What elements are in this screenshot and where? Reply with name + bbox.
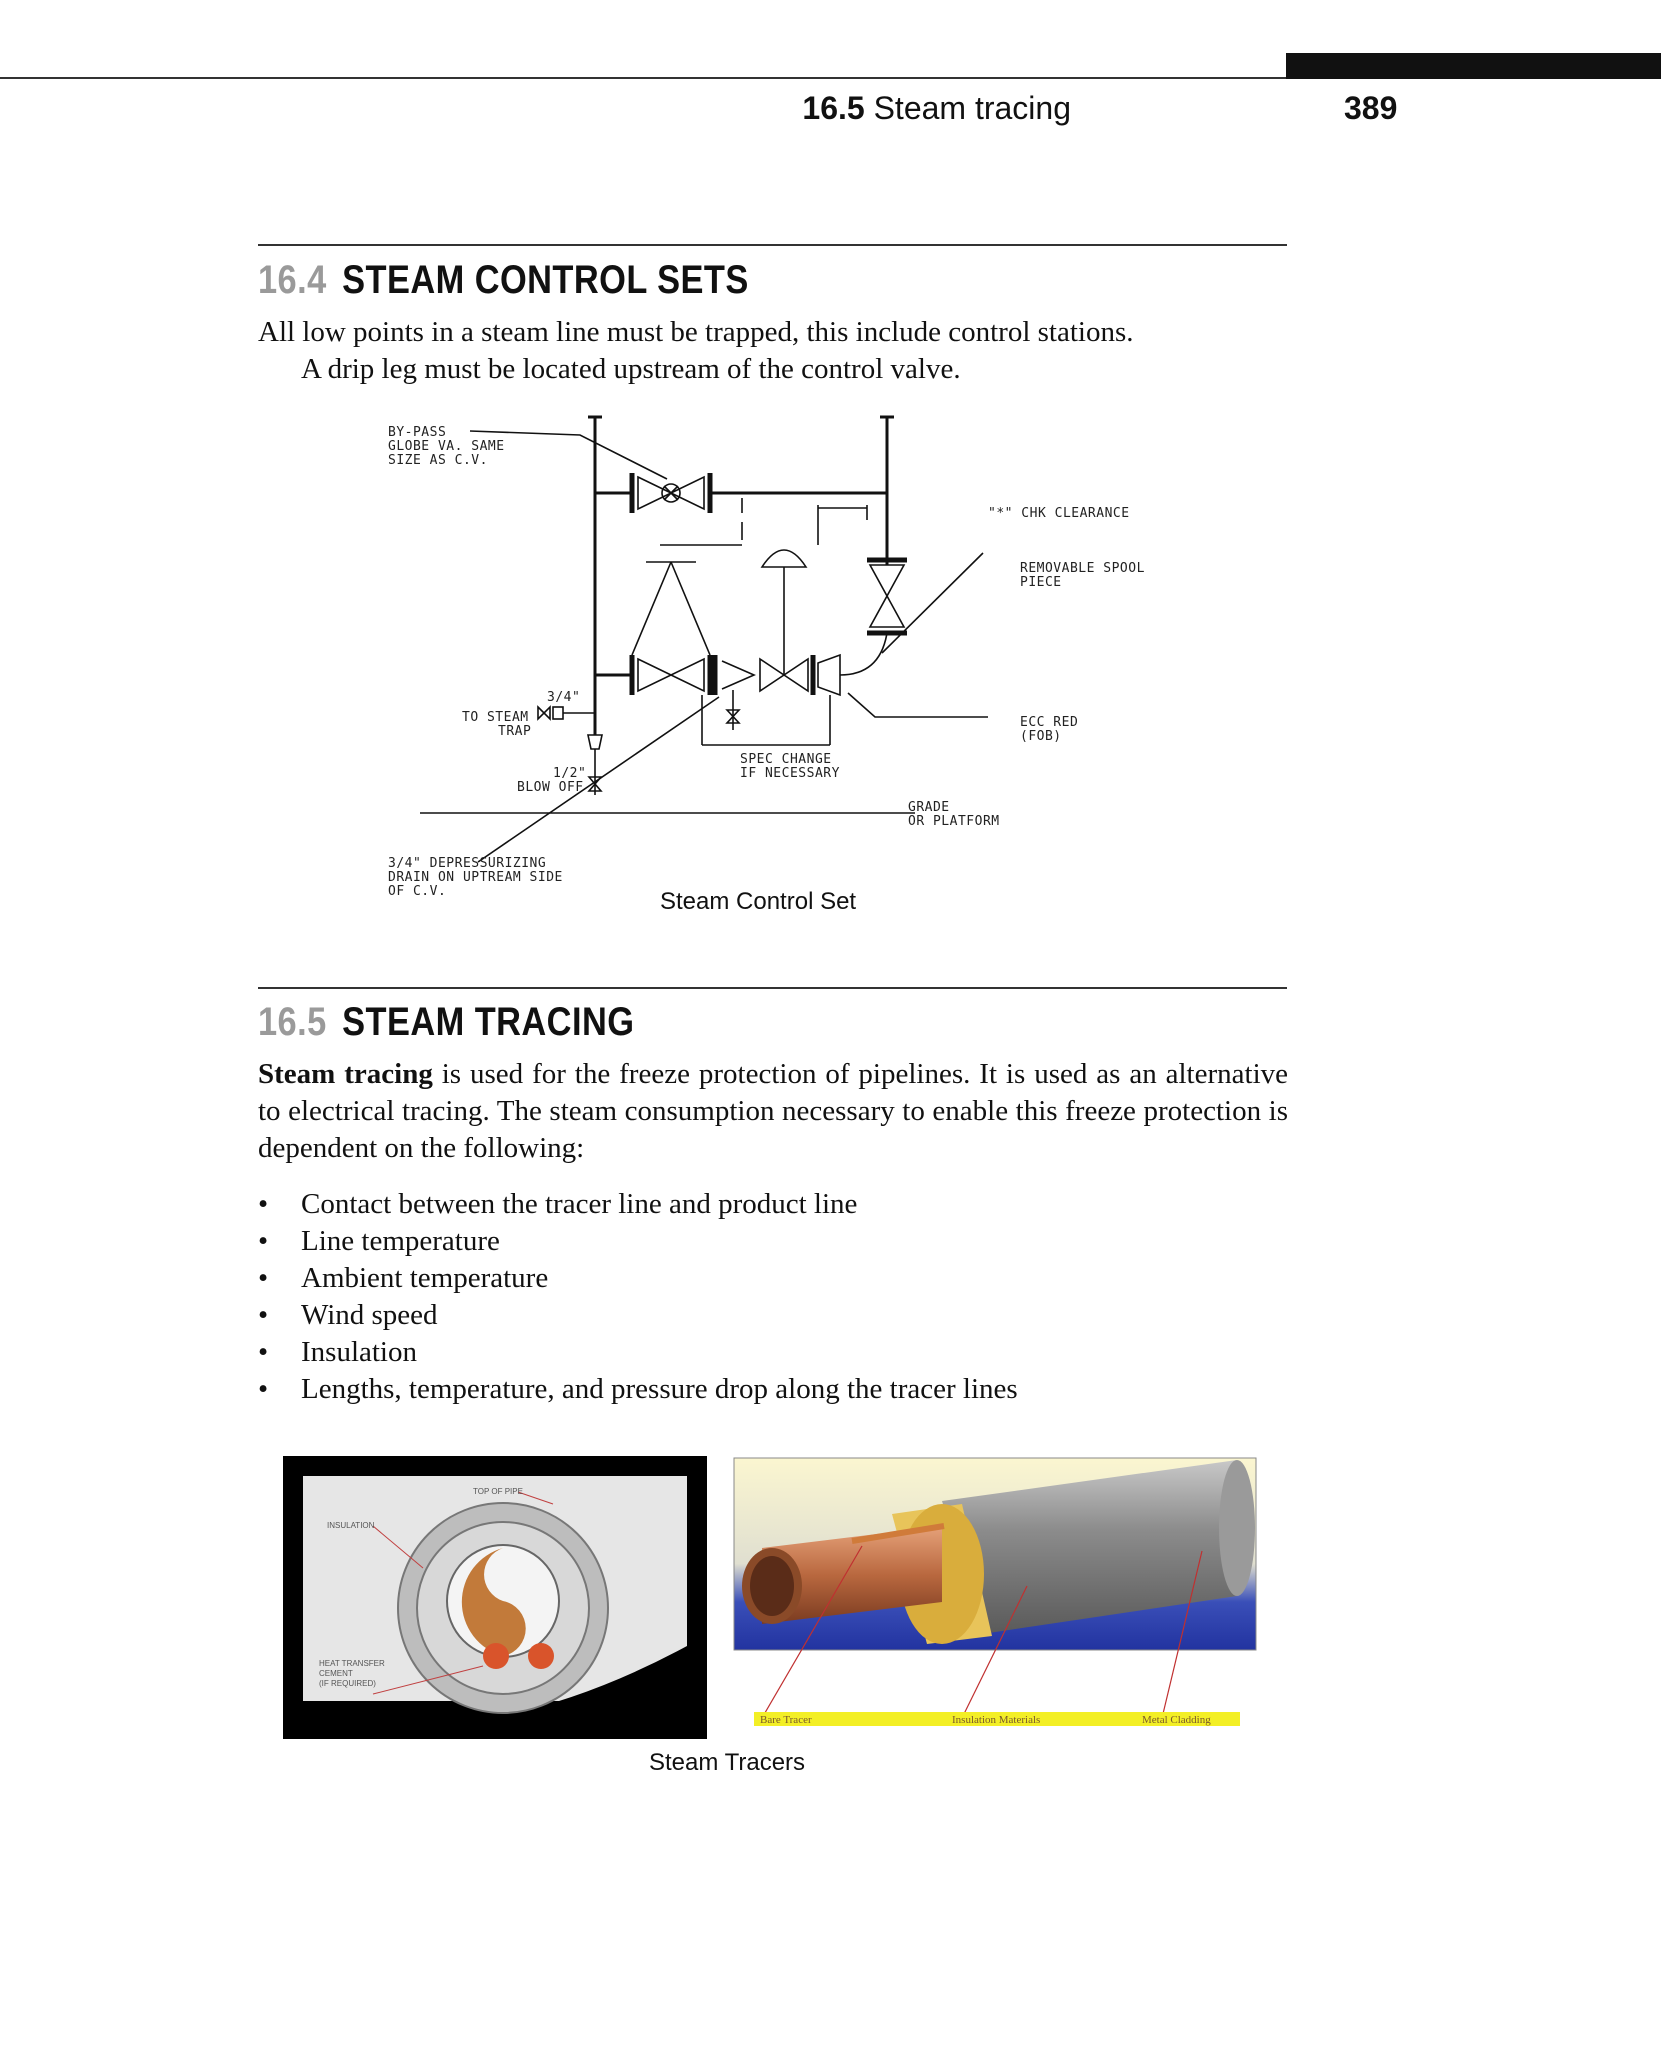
image-label: INSULATION: [327, 1521, 375, 1530]
section-rule: [258, 987, 1287, 989]
diagram-label: 3/4": [547, 690, 581, 705]
tracer-3d-image: [732, 1456, 1258, 1738]
diagram-label: "*" CHK CLEARANCE: [988, 506, 1130, 521]
running-head-number: 16.5: [802, 90, 865, 126]
image-label: Bare Tracer: [760, 1714, 812, 1726]
list-item: • Contact between the tracer line and product line: [258, 1186, 1288, 1223]
diagram-label: 1/2": [553, 766, 587, 781]
diagram-label: PIECE: [1020, 575, 1062, 590]
running-head-title: Steam tracing: [873, 90, 1071, 126]
figure-caption: Steam Control Set: [660, 888, 857, 915]
diagram-label: BY-PASS: [388, 425, 447, 440]
list-item: • Ambient temperature: [258, 1260, 1288, 1297]
list-item: • Lengths, temperature, and pressure drop along the tracer lines: [258, 1371, 1288, 1408]
diagram-label: IF NECESSARY: [740, 766, 840, 781]
term-bold: Steam tracing: [258, 1058, 433, 1090]
paragraph: [258, 1056, 1288, 1167]
image-label: Metal Cladding: [1142, 1714, 1211, 1726]
diagram-label: GRADE: [908, 800, 950, 815]
steam-control-set-diagram: [370, 405, 1170, 925]
section-heading-16-4: [258, 258, 749, 303]
image-label: HEAT TRANSFER: [319, 1659, 385, 1668]
diagram-label: SIZE AS C.V.: [388, 453, 488, 468]
list-item: • Insulation: [258, 1334, 1288, 1371]
diagram-label: OF C.V.: [388, 884, 447, 899]
diagram-label: BLOW OFF: [517, 780, 584, 795]
diagram-label: TO STEAM: [462, 710, 529, 725]
section-heading-16-5: [258, 1000, 634, 1045]
paragraph-text: is used for the freeze protection of pipelines. It is used as an alternative to electrical tracing. The steam consumption necessary to enable this freeze protection is dependent on the following:: [258, 1058, 1288, 1164]
diagram-label: DRAIN ON UPTREAM SIDE: [388, 870, 563, 885]
figure-caption: Steam Tracers: [649, 1749, 806, 1776]
diagram-label: (FOB): [1020, 729, 1062, 744]
page-number: 389: [1344, 90, 1398, 126]
diagram-label: TRAP: [498, 724, 532, 739]
section-rule: [258, 244, 1287, 246]
list-item: • Line temperature: [258, 1223, 1288, 1260]
image-label: (IF REQUIRED): [319, 1679, 376, 1688]
diagram-label: SPEC CHANGE: [740, 752, 832, 767]
diagram-label: ECC RED: [1020, 715, 1079, 730]
running-head: [802, 90, 1071, 127]
diagram-label: OR PLATFORM: [908, 814, 1000, 829]
tracer-cross-section-image: [283, 1456, 707, 1739]
section-number: 16.4: [258, 258, 327, 302]
list-item: • Wind speed: [258, 1297, 1288, 1334]
diagram-label: REMOVABLE SPOOL: [1020, 561, 1145, 576]
image-label: CEMENT: [319, 1669, 353, 1678]
paragraph: A drip leg must be located upstream of the control valve.: [301, 353, 961, 385]
header-bar: [1286, 53, 1661, 79]
paragraph: All low points in a steam line must be trapped, this include control stations.: [258, 316, 1134, 348]
section-title: STEAM CONTROL SETS: [342, 258, 749, 302]
image-label: TOP OF PIPE: [473, 1487, 523, 1496]
bullet-list: [258, 1186, 1288, 1408]
diagram-label: 3/4" DEPRESSURIZING: [388, 856, 547, 871]
diagram-label: GLOBE VA. SAME: [388, 439, 505, 454]
section-number: 16.5: [258, 1000, 327, 1044]
section-title: STEAM TRACING: [342, 1000, 635, 1044]
image-label: Insulation Materials: [952, 1714, 1041, 1726]
